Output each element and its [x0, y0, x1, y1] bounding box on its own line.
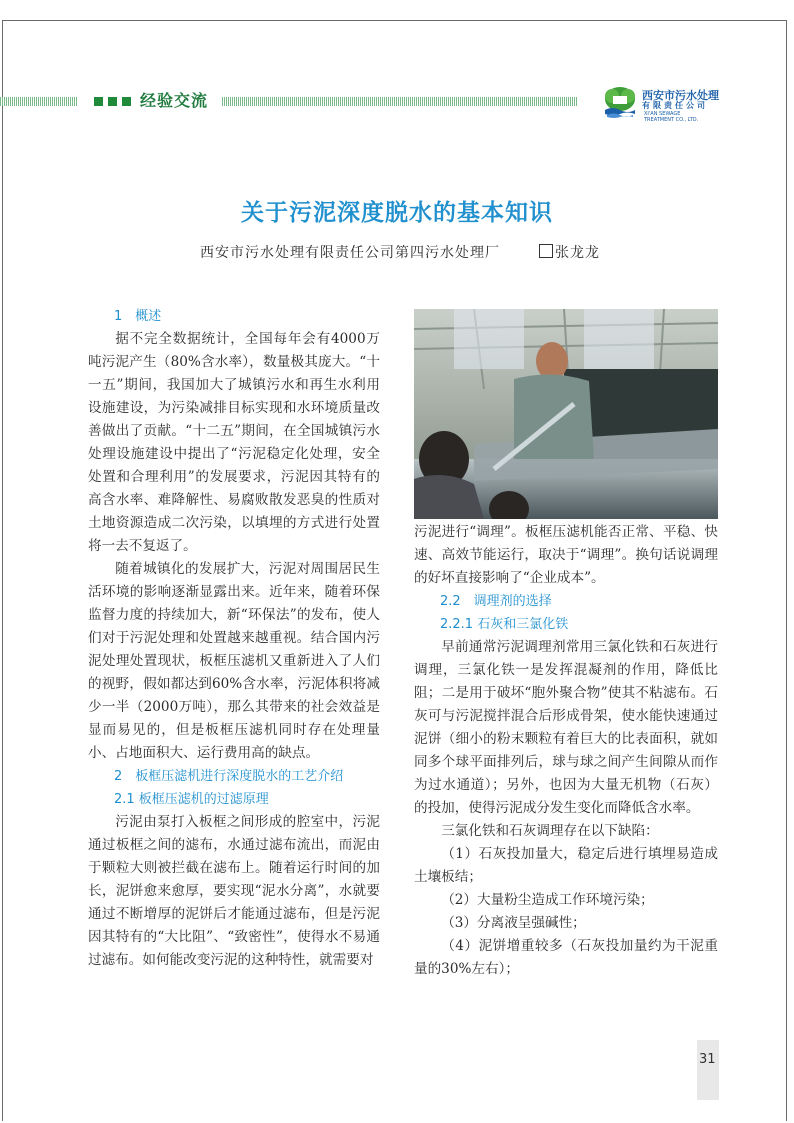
paragraph: 随着城镇化的发展扩大，污泥对周围居民生活环境的影响逐渐显露出来。近年来，随着环保监督力度的持续加大，新“环保法”的发布，使人们对于污泥处理和处置越来越重视。结合国内污泥处理处置现状，板框压滤机又重新进入了人们的视野，假如都达到60%含水率，污泥体积将减少一半（2000万吨），那么其带来的社会效益是显而易见的，但是板框压滤机同时存在处理量小、占地面积大、运行费用高的缺点。: [88, 561, 380, 761]
section-heading: 2.2 调理剂的选择: [440, 594, 552, 609]
paragraph: 污泥进行“调理”。板框压滤机能否正常、平稳、快速、高效节能运行，取决于“调理”。换句话说调理的好坏直接影响了“企业成本”。: [414, 524, 718, 586]
left-column: [88, 305, 380, 972]
logo-name-cn: 西安市污水处理: [642, 89, 719, 102]
company-logo-icon: [603, 86, 637, 118]
header-square: [94, 97, 103, 106]
header-stripe: [222, 97, 577, 106]
author-box-icon: [539, 244, 553, 258]
paragraph: （1）石灰投加量大，稳定后进行填埋易造成土壤板结；: [414, 846, 718, 885]
paragraph: （2）大量粉尘造成工作环境污染；: [441, 892, 654, 908]
affiliation: 西安市污水处理有限责任公司第四污水处理厂: [200, 245, 501, 261]
section-heading: 2.1 板框压滤机的过滤原理: [114, 792, 269, 807]
paragraph: （3）分离液呈强碱性；: [441, 915, 586, 931]
right-column: [414, 521, 718, 981]
article-byline: [120, 242, 680, 262]
paragraph: 三氯化铁和石灰调理存在以下缺陷：: [441, 823, 659, 839]
logo-name-cn-sub: 有限责任公司: [642, 101, 708, 110]
section-heading: 2 板框压滤机进行深度脱水的工艺介绍: [114, 769, 344, 784]
header-square: [108, 97, 117, 106]
page-number: 31: [699, 1052, 716, 1067]
header-square: [122, 97, 131, 106]
header-stripe-left: [0, 97, 78, 106]
section-heading: 2.2.1 石灰和三氯化铁: [440, 617, 569, 632]
paragraph: 早前通常污泥调理剂常用三氯化铁和石灰进行调理，三氯化铁一是发挥混凝剂的作用，降低比阻；二是用于破坏“胞外聚合物”使其不粘滤布。石灰可与污泥搅拌混合后形成骨架，使水能快速通过泥饼（细小的粉末颗粒有着巨大的比表面积，就如同多个球平面排列后，球与球之间产生间隙从而作为过水通道）；另外，也因为大量无机物（石灰）的投加，使得污泥成分发生变化而降低含水率。: [414, 639, 718, 816]
paragraph: 据不完全数据统计，全国每年会有4000万吨污泥产生（80%含水率），数量极其庞大。“十一五”期间，我国加大了城镇污水和再生水利用设施建设，为污染减排目标实现和水环境质量改善做出了贡献。“十二五”期间，在全国城镇污水处理设施建设中提出了“污泥稳定化处理，安全处置和合理利用”的发展要求，污泥因其特有的高含水率、难降解性、易腐败散发恶臭的性质对土地资源造成二次污染，以填埋的方式进行处置将一去不复返了。: [88, 331, 380, 554]
author-name: 张龙龙: [554, 245, 600, 261]
page-number-tab: [697, 1040, 719, 1100]
paragraph: 污泥由泵打入板框之间形成的腔室中，污泥通过板框之间的滤布，水通过滤布流出，而泥由于颗粒大则被拦截在滤布上。随着运行时间的加长，泥饼愈来愈厚，要实现“泥水分离”，水就要通过不断增厚的泥饼后才能通过滤布，但是污泥因其特有的“大比阻”、“致密性”，使得水不易通过滤布。如何能改变污泥的这种特性，就需要对: [88, 814, 380, 968]
article-title: 关于污泥深度脱水的基本知识: [241, 200, 553, 226]
logo-name-en: XI'AN SEWAGE: [644, 111, 681, 117]
section-heading: 1 概述: [114, 309, 162, 324]
article-photo: [414, 309, 718, 519]
section-label: 经验交流: [140, 91, 209, 110]
logo-name-en-sub: TREATMENT CO., LTD.: [644, 117, 699, 123]
paragraph: （4）泥饼增重较多（石灰投加量约为干泥重量的30%左右）；: [414, 938, 718, 977]
